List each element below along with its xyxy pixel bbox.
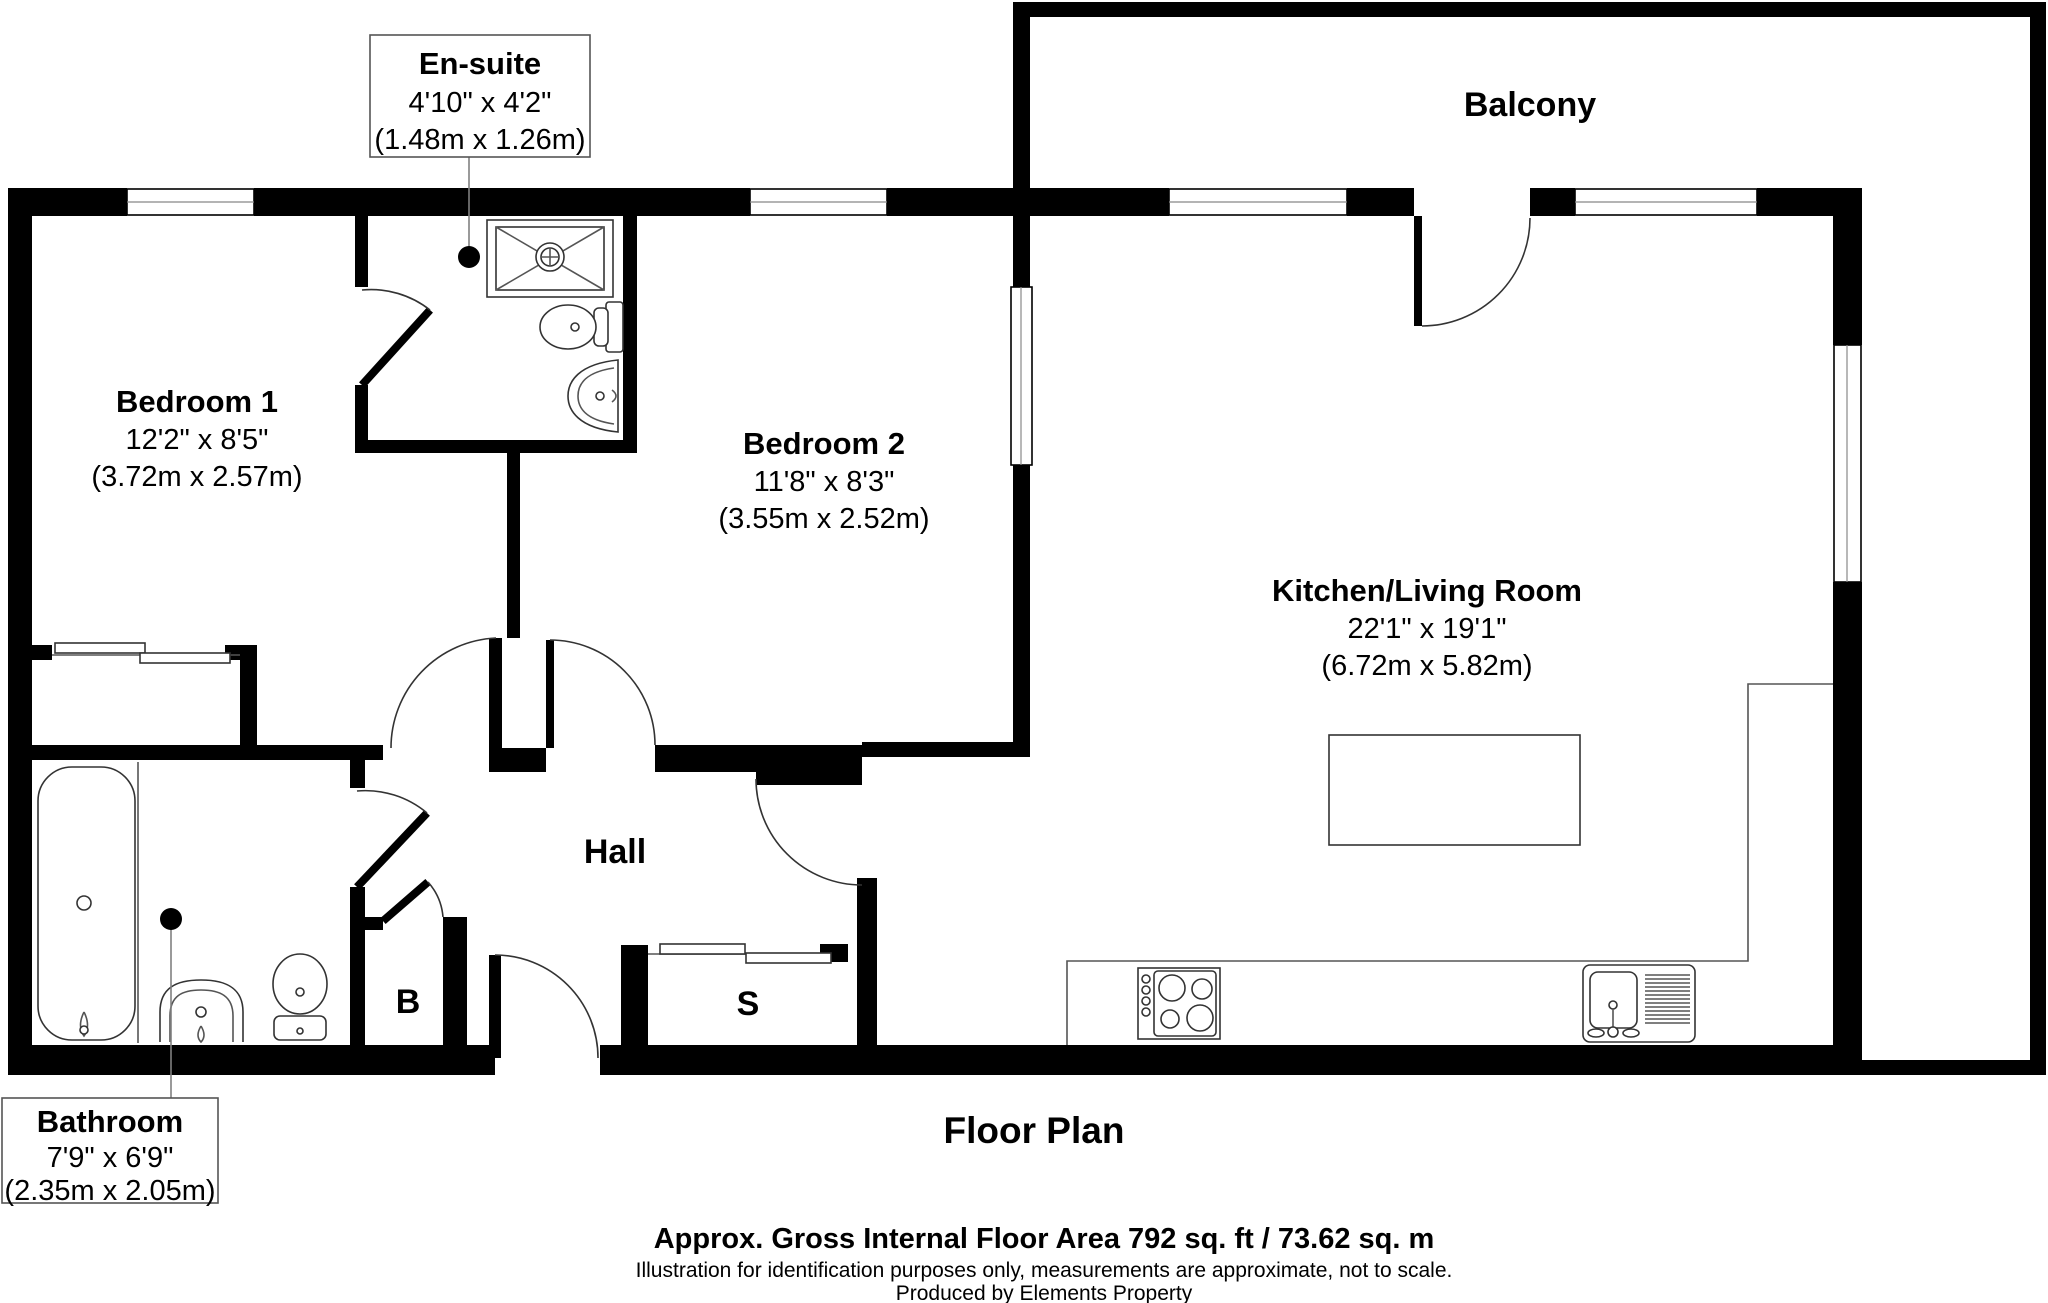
- disclaimer-text: Illustration for identification purposes only, measurements are approximate, not to scale.: [635, 1259, 1453, 1282]
- bathtub: [38, 762, 138, 1043]
- bedroom2-partition-window: [1011, 287, 1032, 465]
- label-bedroom1: [91, 384, 302, 493]
- kitchen-island: [1329, 735, 1580, 845]
- label-cupboard: B: [395, 983, 421, 1021]
- kitchen-balcony-window-right: [1575, 189, 1757, 215]
- bedroom2-metric: (3.55m x 2.52m): [718, 503, 930, 535]
- bedroom2-name: Bedroom 2: [743, 426, 905, 461]
- kitchen-side-window: [1834, 345, 1861, 582]
- bathroom-sink: [160, 980, 243, 1042]
- ensuite-name: En-suite: [418, 46, 542, 81]
- gross-area-text: Approx. Gross Internal Floor Area 792 sq. ft / 73.62 sq. m: [653, 1223, 1435, 1255]
- bedroom2-door: [546, 640, 655, 748]
- kitchen-sink: [1583, 965, 1695, 1042]
- ensuite-door: [362, 290, 430, 385]
- kitchen-name: Kitchen/Living Room: [1272, 573, 1582, 608]
- plan-title: Floor Plan: [943, 1110, 1125, 1151]
- ensuite-metric: (1.48m x 1.26m): [374, 124, 586, 156]
- ensuite-toilet: [540, 302, 623, 352]
- bathroom-toilet: [273, 954, 327, 1040]
- entrance-door: [489, 955, 598, 1058]
- bedroom2-window: [750, 189, 887, 215]
- kitchen-door: [756, 772, 862, 885]
- sink-drainer: [1645, 975, 1690, 1023]
- balcony-door: [1414, 216, 1530, 326]
- hob: [1138, 968, 1220, 1039]
- kitchen-balcony-window-left: [1169, 189, 1347, 215]
- kitchen-imperial: 22'1" x 19'1": [1347, 613, 1507, 645]
- ensuite-basin: [568, 360, 618, 432]
- bedroom2-imperial: 11'8" x 8'3": [753, 466, 895, 498]
- bathroom-imperial: 7'9" x 6'9": [46, 1142, 174, 1174]
- cupboard-door: [383, 882, 443, 921]
- bedroom1-name: Bedroom 1: [116, 384, 278, 419]
- label-bedroom2: [718, 426, 929, 535]
- bedroom1-door: [391, 638, 502, 748]
- kitchen-metric: (6.72m x 5.82m): [1321, 650, 1533, 682]
- wardrobe-sliding-doors: [52, 643, 240, 663]
- label-storage: S: [736, 985, 760, 1023]
- label-hall: Hall: [583, 833, 647, 871]
- label-bathroom: [2, 1098, 218, 1207]
- shower-tray: [487, 220, 613, 297]
- windows: [127, 189, 1861, 582]
- bathroom-name: Bathroom: [36, 1104, 184, 1139]
- label-kitchen-living: [1272, 573, 1582, 682]
- ensuite-imperial: 4'10" x 4'2": [408, 87, 552, 119]
- producer-text: Produced by Elements Property: [895, 1282, 1193, 1303]
- storage-sliding-doors: [648, 944, 831, 963]
- bedroom1-imperial: 12'2" x 8'5": [125, 424, 269, 456]
- label-balcony: Balcony: [1463, 86, 1597, 124]
- bedroom1-window: [127, 189, 254, 215]
- label-ensuite: [370, 35, 590, 157]
- bedroom1-metric: (3.72m x 2.57m): [91, 461, 303, 493]
- bathroom-metric: (2.35m x 2.05m): [4, 1175, 216, 1207]
- walls: [8, 2, 2046, 1075]
- bathroom-door: [357, 791, 427, 887]
